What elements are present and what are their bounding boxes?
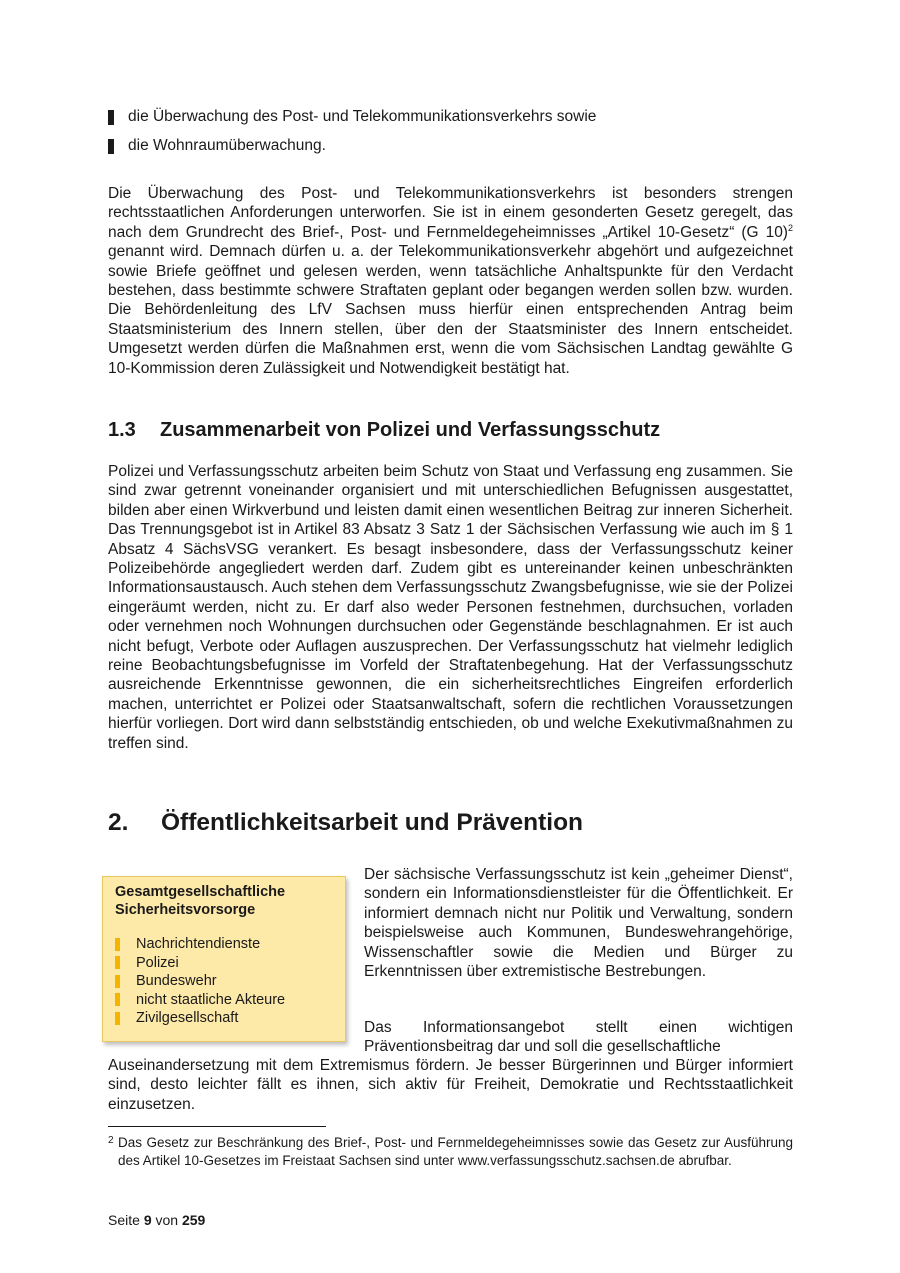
paragraph-public-relations: Der sächsische Verfassungsschutz ist kein „geheimer Dienst“, sondern ein Informationsdienstleister für die Öffentlichkeit. Er informiert demnach nicht nur Politik und Verwaltung, sondern beispielsweise auch Kommunen, Bundeswehrangehörige, Wissenschaftler sowie die Medien und Bürger zu Erkenntnissen über extremistische Bestrebungen. (364, 866, 793, 981)
bullet-item (108, 107, 798, 127)
bullet-marker (115, 938, 120, 951)
info-box-item-text: Nachrichtendienste (136, 936, 261, 952)
footnote-number: 2 (108, 1135, 114, 1146)
bullet-marker (115, 993, 120, 1006)
page-number-current: 9 (143, 1212, 152, 1228)
bullet-text: die Überwachung des Post- und Telekommunikationsverkehrs sowie (128, 108, 597, 125)
chapter-title: Öffentlichkeitsarbeit und Prävention (161, 809, 584, 836)
footnote-text: Das Gesetz zur Beschränkung des Brief-, Post- und Fernmeldegeheimnisses sowie das Gesetz zur Ausführung des Artikel 10-Gesetzes im Freistaat Sachsen sind unter www.verfassungsschutz.sachsen.de abrufbar. (118, 1135, 793, 1168)
info-box-item-text: Bundeswehr (136, 973, 217, 989)
page-number (108, 1212, 205, 1228)
section-title: Zusammenarbeit von Polizei und Verfassungsschutz (160, 419, 661, 441)
page-number-total: 259 (181, 1212, 206, 1228)
chapter-heading-2 (108, 809, 583, 837)
info-box-item-text: Polizei (136, 954, 179, 971)
bullet-list (108, 107, 798, 165)
info-box-item (115, 935, 335, 954)
paragraph-text: Die Überwachung des Post- und Telekommunikationsverkehrs ist besonders strengen rechtsstaatlichen Anforderungen unterworfen. Sie ist in einem gesonderten Gesetz geregelt, das nach dem Grundrecht des Brief-, Post- und Fernmeldegeheimnisses „Artikel 10-Gesetz“ (G 10) (108, 185, 793, 241)
bullet-marker (108, 110, 114, 125)
bullet-item (108, 136, 798, 156)
info-box-item (115, 1009, 335, 1028)
info-box-item-text: Zivilgesellschaft (136, 1010, 239, 1026)
page-number-prefix: Seite (108, 1212, 140, 1228)
bullet-marker (115, 1012, 120, 1025)
paragraph-g10 (108, 184, 793, 378)
page-number-middle: von (155, 1212, 179, 1228)
bullet-marker (115, 956, 120, 969)
chapter-number: 2. (108, 809, 129, 836)
info-box-item-text: nicht staatliche Akteure (136, 991, 286, 1008)
paragraph-prevention-rest: Auseinandersetzung mit dem Extremismus fördern. Je besser Bürgerinnen und Bürger informiert sind, desto leichter fällt es ihnen, sich aktiv für Freiheit, Demokratie und Rechtsstaatlichkeit einzusetzen. (108, 1057, 793, 1113)
section-heading-1-3 (108, 419, 660, 442)
paragraph-prevention-start: Das Informationsangebot stellt einen wichtigen Präventionsbeitrag dar und soll die gesellschaftliche (364, 1019, 793, 1056)
paragraph-text: genannt wird. Demnach dürfen u. a. der Telekommunikationsverkehr abgehört und aufgezeichnet sowie Briefe geöffnet und gelesen werden, wenn tatsächliche Anhaltspunkte für den Verdacht bestehen, dass bestimmte schwere Straftaten geplant oder begangen werden sollen bzw. wurden. Die Behördenleitung des LfV Sachsen muss hierfür einen entsprechenden Antrag beim Staatsministerium des Innern stellen, über den der Staatsminister des Innern entscheidet. Umgesetzt werden dürfen die Maßnahmen erst, wenn die vom Sächsischen Landtag gewählte G 10-Kommission deren Zulässigkeit und Notwendigkeit bestätigt hat. (108, 243, 793, 377)
bullet-marker (108, 139, 114, 154)
info-box-item (115, 991, 335, 1010)
footnote (108, 1134, 793, 1169)
paragraph-cooperation: Polizei und Verfassungsschutz arbeiten beim Schutz von Staat und Verfassung eng zusammen. Sie sind zwar getrennt voneinander organisiert und mit unterschiedlichen Befugnissen ausgestattet, bilden aber einen Wirkverbund und leisten damit einen wesentlichen Beitrag zur inneren Sicherheit. Das Trennungsgebot ist in Artikel 83 Absatz 3 Satz 1 der Sächsischen Verfassung wie auch im § 1 Absatz 4 SächsVSG verankert. Es besagt insbesondere, dass der Verfassungsschutz keiner Polizeibehörde angegliedert werden darf. Zudem gibt es untereinander keinen unbeschränkten Informationsaustausch. Auch stehen dem Verfassungsschutz Zwangsbefugnisse, wie sie der Polizei eingeräumt werden, nicht zu. Er darf also weder Personen festnehmen, durchsuchen, vorladen oder vernehmen noch Wohnungen durchsuchen oder Gegenstände beschlagnahmen. Er ist auch nicht befugt, Verbote oder Auflagen auszusprechen. Der Verfassungsschutz hat vielmehr lediglich reine Beobachtungsbefugnisse im Vorfeld der Straftatenbegehung. Hat der Verfassungsschutz ausreichende Erkenntnisse gewonnen, die ein sicherheitsrechtliches Eingreifen erforderlich machen, unterrichtet er Polizei oder Staatsanwaltschaft, sofern die rechtlichen Voraussetzungen hierfür vorliegen. Dort wird dann selbstständig entschieden, ob und welche Exekutivmaßnahmen zu treffen sind. (108, 463, 793, 752)
section-number: 1.3 (108, 419, 136, 441)
info-box-list (115, 935, 335, 1028)
info-box-title: Gesamtgesellschaftliche Sicherheitsvorsorge (115, 884, 286, 918)
footnote-separator (108, 1126, 326, 1127)
bullet-marker (115, 975, 120, 988)
info-box-item (115, 972, 335, 991)
footnote-reference: 2 (787, 222, 793, 233)
info-box-item (115, 954, 335, 973)
info-box (102, 876, 346, 1042)
bullet-text: die Wohnraumüberwachung. (128, 137, 326, 154)
